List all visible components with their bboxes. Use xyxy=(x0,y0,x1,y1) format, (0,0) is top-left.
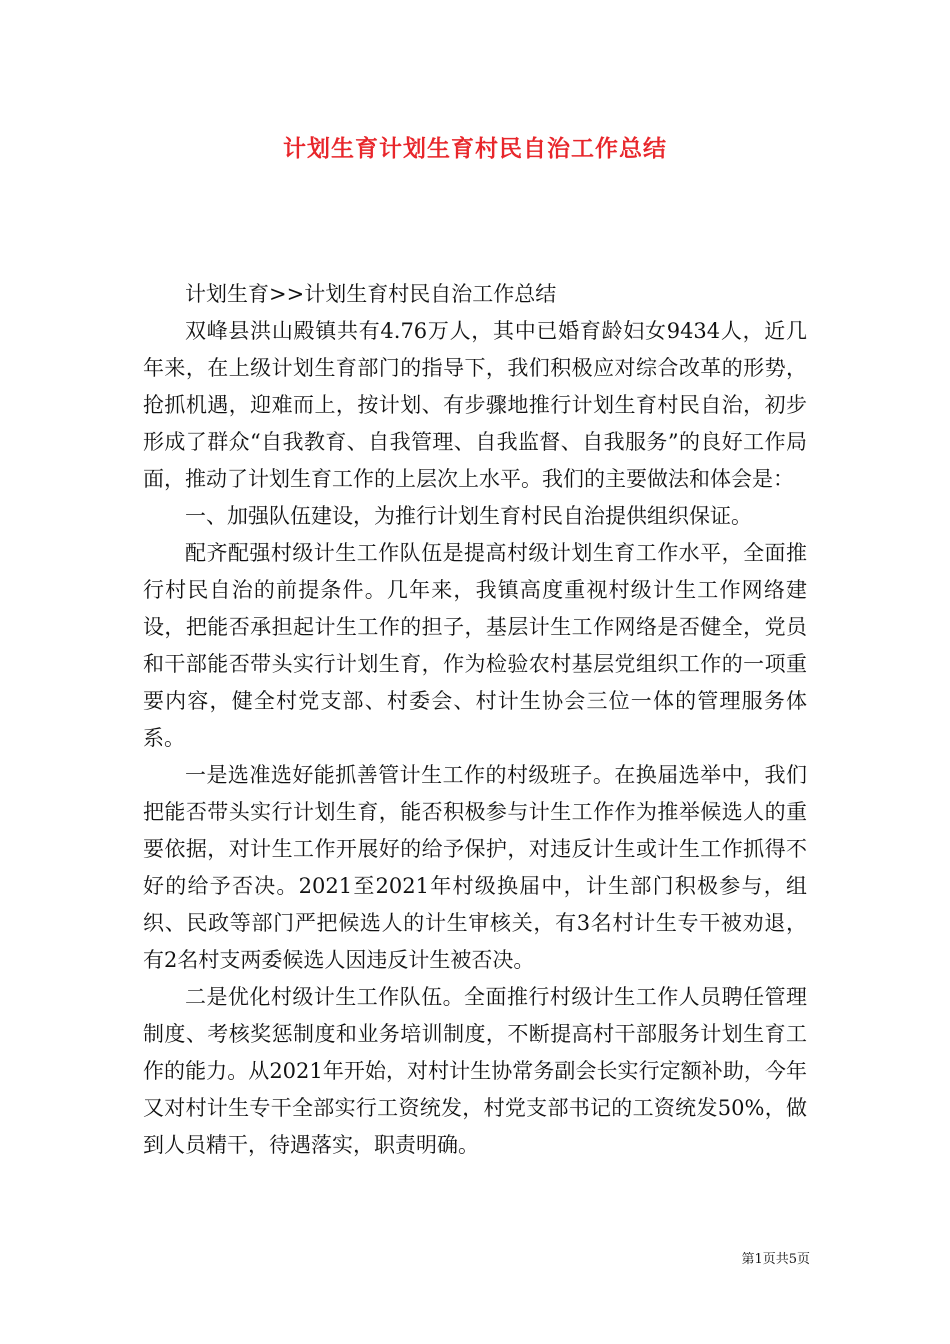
paragraph-heading-1: 一、加强队伍建设，为推行计划生育村民自治提供组织保证。 xyxy=(185,504,752,528)
paragraph-body: 一是选准选好能抓善管计生工作的村级班子。在换届选举中，我们把能否带头实行计划生育，能否积极参与计生工作作为推举候选人的重要依据，对计生工作开展好的给予保护，对违反计生或计生工作抓得不好的给予否决。2021至2021年村级换届中，计生部门积极参与，组织、民政等部门严把候选人的计生审核关，有3名村计生专干被劝退，有2名村支两委候选人因违反计生被否决。 xyxy=(143,763,807,972)
paragraph-body: 二是优化村级计生工作队伍。全面推行村级计生工作人员聘任管理制度、考核奖惩制度和业务培训制度，不断提高村干部服务计划生育工作的能力。从2021年开始，对村计生协常务副会长实行定额补助，今年又对村计生专干全部实行工资统发，村党支部书记的工资统发50%，做到人员精干，待遇落实，职责明确。 xyxy=(143,985,807,1157)
document-title: 计划生育计划生育村民自治工作总结 xyxy=(283,135,667,162)
document-body xyxy=(143,276,807,1164)
paragraph-body: 配齐配强村级计生工作队伍是提高村级计划生育工作水平，全面推行村民自治的前提条件。几年来，我镇高度重视村级计生工作网络建设，把能否承担起计生工作的担子，基层计生工作网络是否健全，党员和干部能否带头实行计划生育，作为检验农村基层党组织工作的一项重要内容，健全村党支部、村委会、村计生协会三位一体的管理服务体系。 xyxy=(143,541,807,750)
paragraph-intro: 双峰县洪山殿镇共有4.76万人，其中已婚育龄妇女9434人，近几年来，在上级计划生育部门的指导下，我们积极应对综合改革的形势，抢抓机遇，迎难而上，按计划、有步骤地推行计划生育村民自治，初步形成了群众“自我教育、自我管理、自我监督、自我服务”的良好工作局面，推动了计划生育工作的上层次上水平。我们的主要做法和体会是： xyxy=(143,319,807,491)
page-number: 第1页共5页 xyxy=(741,1252,810,1267)
paragraph-breadcrumb: 计划生育>>计划生育村民自治工作总结 xyxy=(185,282,557,306)
